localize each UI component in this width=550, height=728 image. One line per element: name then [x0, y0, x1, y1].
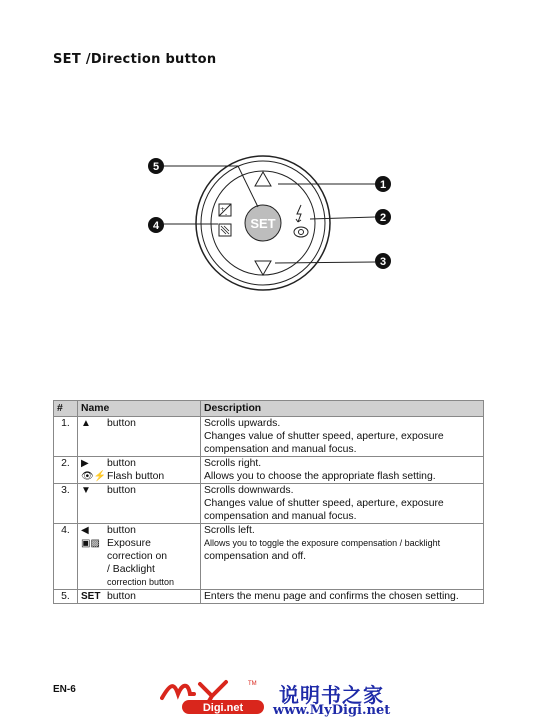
- row-name: ▶ button 👁⚡ Flash button: [78, 457, 201, 484]
- row-description: Scrolls downwards. Changes value of shutter speed, aperture, exposure compensation and manual focus.: [201, 484, 484, 524]
- callout-4-label: 4: [152, 220, 160, 232]
- row-number: 1.: [54, 417, 78, 457]
- header-number: #: [54, 401, 78, 417]
- row-name: ▼ button: [78, 484, 201, 524]
- page-title: SET /Direction button: [53, 52, 217, 67]
- row-name: SET button: [78, 590, 201, 604]
- set-label: SET: [81, 591, 101, 602]
- svg-text:-: -: [225, 211, 228, 218]
- callout-5-label: 5: [152, 161, 160, 173]
- exposure-backlight-icon: ▣▨: [81, 538, 100, 549]
- row-number: 2.: [54, 457, 78, 484]
- logo-tm: TM: [248, 681, 257, 687]
- row-number: 3.: [54, 484, 78, 524]
- row-description: Scrolls upwards. Changes value of shutter speed, aperture, exposure compensation and manual focus.: [201, 417, 484, 457]
- row-number: 5.: [54, 590, 78, 604]
- logo-badge: Digi.net: [202, 702, 244, 714]
- mydigi-logo: [160, 676, 272, 716]
- site-url[interactable]: www.MyDigi.net: [273, 703, 391, 718]
- callout-2-label: 2: [379, 212, 387, 224]
- set-direction-button-diagram: [140, 150, 400, 330]
- header-description: Description: [201, 401, 484, 417]
- page-number: EN-6: [53, 684, 76, 695]
- callout-1-label: 1: [379, 179, 387, 191]
- row-name: ◀ button ▣▨ Exposure correction on / Backlight correction button: [78, 524, 201, 590]
- svg-text:+: +: [220, 206, 226, 213]
- button-description-table: [53, 400, 484, 604]
- row-description: Enters the menu page and confirms the chosen setting.: [201, 590, 484, 604]
- table-row: [54, 484, 484, 524]
- table-row: [54, 524, 484, 590]
- set-button-label: SET: [250, 216, 276, 231]
- down-arrow-icon: ▼: [81, 485, 91, 496]
- up-arrow-icon: ▲: [81, 418, 91, 429]
- row-number: 4.: [54, 524, 78, 590]
- flash-icon: 👁⚡: [81, 471, 107, 482]
- row-description: Scrolls right. Allows you to choose the appropriate flash setting.: [201, 457, 484, 484]
- table-row: [54, 417, 484, 457]
- row-name: ▲ button: [78, 417, 201, 457]
- table-header-row: [54, 401, 484, 417]
- table-row: [54, 457, 484, 484]
- logo-text: MY: [160, 676, 162, 677]
- right-arrow-icon: ▶: [81, 458, 89, 469]
- left-arrow-icon: ◀: [81, 525, 89, 536]
- header-name: Name: [78, 401, 201, 417]
- table-row: [54, 590, 484, 604]
- callout-3-label: 3: [379, 256, 387, 268]
- site-chinese-name: 说明书之家: [279, 683, 384, 707]
- row-description: Scrolls left. Allows you to toggle the exposure compensation / backlight compensation and off.: [201, 524, 484, 590]
